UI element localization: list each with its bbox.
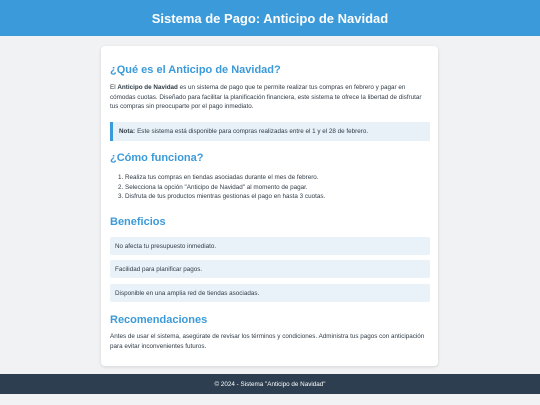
step-item: 1. Realiza tus compras en tiendas asociadas durante el mes de febrero. xyxy=(125,173,325,183)
steps-list xyxy=(110,173,325,202)
page-title: Sistema de Pago: Anticipo de Navidad xyxy=(151,10,389,26)
benefit-item: No afecta tu presupuesto inmediato. xyxy=(110,237,430,255)
note-box xyxy=(110,122,430,141)
page-header xyxy=(0,0,540,36)
intro-prefix: El xyxy=(110,84,118,91)
footer-text: © 2024 - Sistema "Anticipo de Navidad" xyxy=(214,380,326,388)
intro-bold: Anticipo de Navidad xyxy=(117,84,178,91)
step-item: 2. Selecciona la opción "Anticipo de Navidad" al momento de pagar. xyxy=(125,183,325,193)
page-footer xyxy=(0,374,540,394)
section-text-recommendations: Antes de usar el sistema, asegúrate de revisar los términos y condiciones. Administra tus pagos con anticipación para evitar inconvenientes futuros. xyxy=(110,333,425,350)
section-title-how: ¿Cómo funciona? xyxy=(110,152,204,164)
benefit-item: Disponible en una amplia red de tiendas asociadas. xyxy=(110,284,430,302)
step-item: 3. Disfruta de tus productos mientras gestionas el pago en hasta 3 cuotas. xyxy=(125,192,325,202)
benefit-item: Facilidad para planificar pagos. xyxy=(110,260,430,278)
section-title-benefits: Beneficios xyxy=(110,216,166,228)
content-card xyxy=(101,46,438,366)
section-title-what: ¿Qué es el Anticipo de Navidad? xyxy=(110,64,281,76)
intro-rest: es un sistema de pago que te permite realizar tus compras en febrero y pagar en cómodas cuotas. Diseñado para facilitar la planificación financiera, este sistema te ofrece la libertad de disfrutar tus compras sin preocuparte por el pago inmediato. xyxy=(110,84,422,110)
section-text-what xyxy=(110,83,428,112)
section-title-recommendations: Recomendaciones xyxy=(110,314,208,326)
note-text: Este sistema está disponible para compras realizadas entre el 1 y el 28 de febrero. xyxy=(137,128,369,135)
note-label: Nota: xyxy=(119,128,136,135)
